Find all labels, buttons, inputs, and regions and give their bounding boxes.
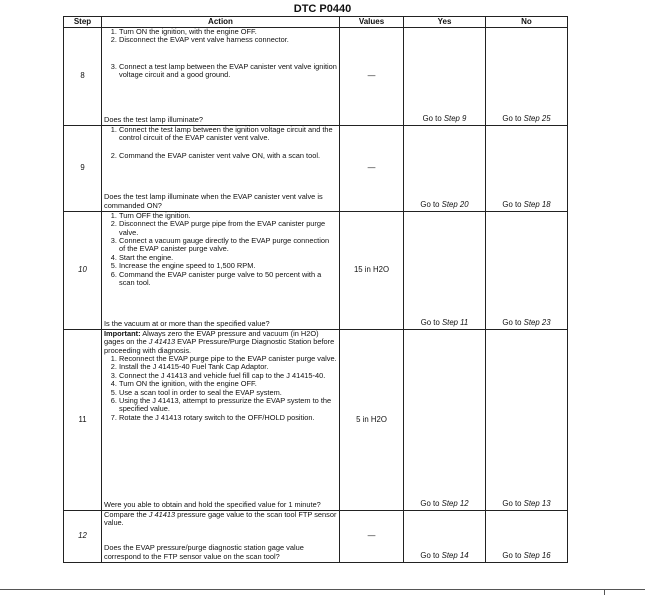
- table-row: [64, 28, 568, 126]
- action-item: 2. Disconnect the EVAP purge pipe from the EVAP canister purge valve.: [119, 220, 337, 237]
- header-values: Values: [340, 17, 404, 28]
- action-cell: [102, 212, 340, 330]
- no-step-link: Step 25: [523, 114, 551, 124]
- no-cell: Go to Step 16: [486, 511, 568, 563]
- action-item: 3. Connect a vacuum gauge directly to the EVAP purge connection of the EVAP canister purge valve.: [119, 237, 337, 254]
- page-title: DTC P0440: [293, 3, 352, 15]
- action-item: 4. Start the engine.: [119, 254, 337, 262]
- no-step-link: Step 23: [523, 318, 551, 328]
- action-item: 4. Turn ON the ignition, with the engine OFF.: [119, 380, 337, 388]
- action-item: 1. Turn OFF the ignition.: [119, 212, 337, 220]
- yes-step-link: Step 9: [443, 114, 467, 124]
- no-cell: Go to Step 13: [486, 330, 568, 511]
- action-item: 1. Connect the test lamp between the ignition voltage circuit and the control circuit of the EVAP canister vent valve.: [119, 126, 337, 143]
- action-cell: [102, 126, 340, 212]
- yes-cell: Go to Step 20: [404, 126, 486, 212]
- action-item: 2. Install the J 41415-40 Fuel Tank Cap Adaptor.: [119, 363, 337, 371]
- yes-cell: Go to Step 9: [404, 28, 486, 126]
- no-step-link: Step 18: [523, 200, 551, 210]
- yes-step-link: Step 12: [441, 499, 469, 509]
- footer-divider-tick: [604, 589, 645, 595]
- step-number: 10: [64, 212, 102, 330]
- action-item: 6. Command the EVAP canister purge valve to 50 percent with a scan tool.: [119, 271, 337, 288]
- action-item: 5. Use a scan tool in order to seal the EVAP system.: [119, 389, 337, 397]
- yes-step-link: Step 20: [441, 200, 469, 210]
- header-no: No: [486, 17, 568, 28]
- value-cell: —: [340, 28, 404, 126]
- table-row: [64, 126, 568, 212]
- header-action: Action: [102, 17, 340, 28]
- important-note: Important: Always zero the EVAP pressure and vacuum (in H2O) gages on the J 41413 EVAP Pressure/Purge Diagnostic Station before proceeding with diagnosis.: [104, 329, 335, 355]
- yes-cell: Go to Step 11: [404, 212, 486, 330]
- action-item: 3. Connect the J 41413 and vehicle fuel fill cap to the J 41415-40.: [119, 372, 337, 380]
- header-step: Step: [64, 17, 102, 28]
- action-item: 3. Connect a test lamp between the EVAP canister vent valve ignition voltage circuit and a good ground.: [119, 63, 337, 80]
- action-question: Is the vacuum at or more than the specified value?: [104, 318, 270, 328]
- yes-cell: Go to Step 12: [404, 330, 486, 511]
- value-cell: 15 in H2O: [340, 212, 404, 330]
- action-item: 6. Using the J 41413, attempt to pressurize the EVAP system to the specified value.: [119, 397, 337, 414]
- action-item: 2. Disconnect the EVAP vent valve harness connector.: [119, 36, 337, 44]
- action-item: 1. Reconnect the EVAP purge pipe to the EVAP canister purge valve.: [119, 355, 337, 363]
- action-cell: [102, 28, 340, 126]
- table-header-row: [64, 17, 568, 28]
- yes-step-link: Step 11: [441, 318, 469, 328]
- no-cell: Go to Step 23: [486, 212, 568, 330]
- footer-divider: [0, 589, 645, 590]
- compare-instruction: Compare the J 41413 pressure gage value to the scan tool FTP sensor value.: [104, 510, 337, 528]
- value-cell: —: [340, 511, 404, 563]
- step-number: 8: [64, 28, 102, 126]
- step-number: 12: [64, 511, 102, 563]
- action-question: Does the test lamp illuminate when the EVAP canister vent valve is commanded ON?: [104, 192, 323, 210]
- important-label: Important:: [104, 329, 141, 338]
- no-step-link: Step 16: [523, 551, 551, 561]
- action-question: Does the test lamp illuminate?: [104, 114, 204, 124]
- action-question: Does the EVAP pressure/purge diagnostic station gage value correspond to the FTP sensor value on the scan tool?: [104, 543, 304, 561]
- action-item: 1. Turn ON the ignition, with the engine OFF.: [119, 28, 337, 36]
- table-row: [64, 511, 568, 563]
- no-step-link: Step 13: [523, 499, 551, 509]
- header-yes: Yes: [404, 17, 486, 28]
- action-item: 2. Command the EVAP canister vent valve ON, with a scan tool.: [119, 152, 337, 160]
- yes-step-link: Step 14: [441, 551, 469, 561]
- action-cell: [102, 330, 340, 511]
- value-cell: 5 in H2O: [340, 330, 404, 511]
- value-cell: —: [340, 126, 404, 212]
- yes-cell: Go to Step 14: [404, 511, 486, 563]
- step-number: 11: [64, 330, 102, 511]
- action-question: Were you able to obtain and hold the specified value for 1 minute?: [104, 499, 321, 509]
- step-number: 9: [64, 126, 102, 212]
- table-row: [64, 212, 568, 330]
- no-cell: Go to Step 25: [486, 28, 568, 126]
- diagnostic-table: [63, 16, 568, 563]
- no-cell: Go to Step 18: [486, 126, 568, 212]
- action-item: 5. Increase the engine speed to 1,500 RPM.: [119, 262, 337, 270]
- action-item: 7. Rotate the J 41413 rotary switch to the OFF/HOLD position.: [119, 414, 337, 422]
- table-row: [64, 330, 568, 511]
- action-cell: [102, 511, 340, 563]
